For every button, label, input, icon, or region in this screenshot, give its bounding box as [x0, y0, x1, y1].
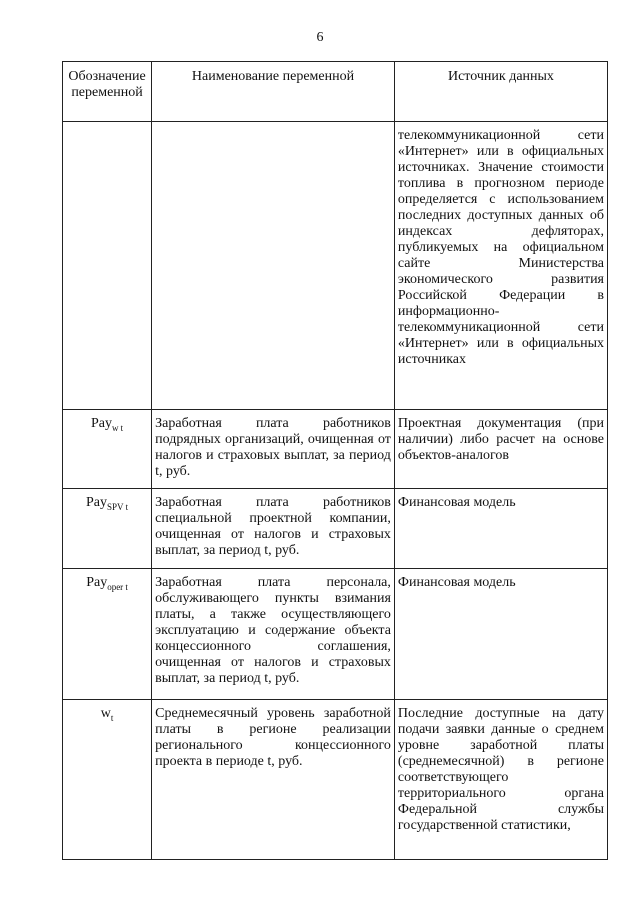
- row-symbol: Pay$_{w t}$: [63, 410, 152, 489]
- row-source: Проектная документация (при наличии) либо расчет на основе объектов-аналогов: [394, 410, 607, 489]
- header-name: Наименование переменной: [152, 62, 395, 122]
- table-row: [63, 122, 608, 410]
- row-name: Заработная плата персонала, обслуживающего пункты взимания платы, а также осуществляющего эксплуатацию и содержание объекта концессионного соглашения, очищенная от налогов и страховых выплат, за период t, руб.: [152, 569, 395, 700]
- variables-table: [62, 61, 608, 860]
- row-name: [152, 122, 395, 410]
- table-row: [63, 410, 608, 489]
- header-symbol: Обозначение переменной: [63, 62, 152, 122]
- table-header-row: [63, 62, 608, 122]
- row-symbol: Pay$_{SPV t}$: [63, 489, 152, 569]
- row-name: Заработная плата работников специальной проектной компании, очищенная от налогов и страховых выплат, за период t, руб.: [152, 489, 395, 569]
- row-source: Последние доступные на дату подачи заявки данные о среднем уровне заработной платы (среднемесячной) в регионе соответствующего территориального органа Федеральной службы государственной статистики,: [394, 700, 607, 860]
- table-row: [63, 700, 608, 860]
- row-source: Финансовая модель: [394, 569, 607, 700]
- table-row: [63, 489, 608, 569]
- header-source: Источник данных: [394, 62, 607, 122]
- page-number: 6: [316, 30, 324, 45]
- table-row: [63, 569, 608, 700]
- row-name: Заработная плата работников подрядных организаций, очищенная от налогов и страховых выплат, за период t, руб.: [152, 410, 395, 489]
- row-symbol: $w_t$: [63, 700, 152, 860]
- row-symbol: Pay$_{oper t}$: [63, 569, 152, 700]
- row-source: Финансовая модель: [394, 489, 607, 569]
- row-source: телекоммуникационной сети «Интернет» или в официальных источниках. Значение стоимости топлива в прогнозном периоде определяется с использованием последних доступных данных об индексах дефляторах, публикуемых на официальном сайте Министерства экономического развития Российской Федерации в информационно-телекоммуникационной сети «Интернет» или в официальных источниках: [394, 122, 607, 410]
- row-symbol: [63, 122, 152, 410]
- row-name: Среднемесячный уровень заработной платы в регионе реализации регионального концессионного проекта в периоде t, руб.: [152, 700, 395, 860]
